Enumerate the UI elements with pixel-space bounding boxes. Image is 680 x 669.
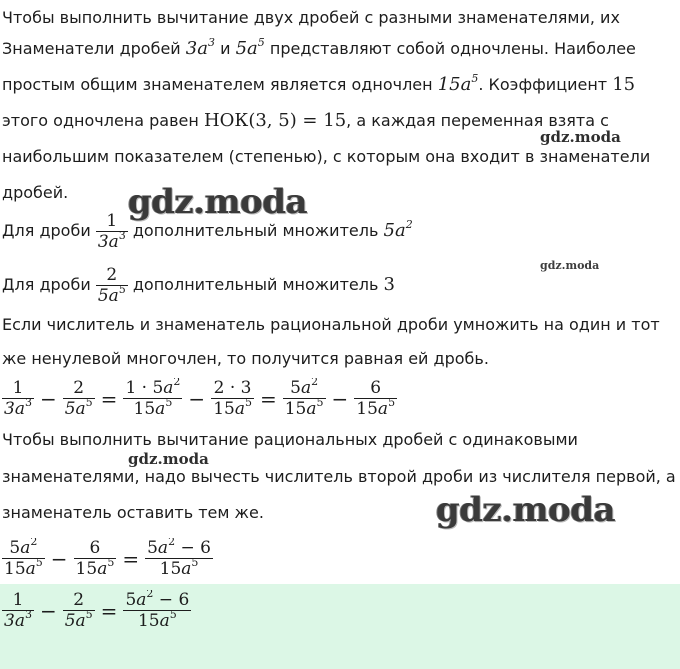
text-line: Чтобы выполнить вычитание рациональных дробей с одинаковыми [2,430,578,449]
equation-2: $\frac{5a^2}{15a^5}$ − $\frac{6}{15a^5}$ = $\frac{5a^2 - 6}{15a^5}$ [4,538,211,579]
watermark: gdz.moda [436,490,616,530]
watermark: gdz.moda [128,450,209,468]
text-line: знаменателями, надо вычесть числитель второй дроби из числителя первой, а [2,467,676,486]
text-line: Чтобы выполнить вычитание двух дробей с разными знаменателями, их [2,8,620,27]
fraction: $\frac{1}{3a^3}$ [97,211,126,252]
text-line: же ненулевой многочлен, то получится равная ей дробь. [2,349,489,368]
text-line: этого одночлена равен НОК(3, 5) = 15, а каждая переменная взята с [2,110,609,131]
text-line: дробей. [2,183,69,202]
text-line: Если числитель и знаменатель рациональной дроби умножить на один и тот [2,315,660,334]
equation-answer: $\frac{1}{3a^3}$ − $\frac{2}{5a^5}$ = $\frac{5a^2 - 6}{15a^5}$ [4,590,190,631]
text-line: Для дроби $\frac{2}{5a^5}$ дополнительный множитель 3 [2,265,395,306]
fraction: $\frac{2}{5a^5}$ [97,265,126,306]
equation-1: $\frac{1}{3a^3}$ − $\frac{2}{5a^5}$ = $\frac{1 \cdot 5a^2}{15a^5}$ − $\frac{2 \cdot 3}{15a^5}$ = $\frac{5a^2}{15a^5}$ − $\frac{6}{15a^5}$ [4,378,396,418]
watermark: gdz.moda [540,128,621,146]
text-line: знаменатель оставить тем же. [2,503,264,522]
text-line: Для дроби $\frac{1}{3a^3}$ дополнительный множитель $5a^2$ [2,211,413,252]
text-line: Знаменатели дробей $3a^3$ и $5a^5$ представляют собой одночлены. Наиболее [2,36,636,59]
watermark: gdz.moda [540,259,600,272]
text-line: наибольшим показателем (степенью), с которым она входит в знаменатели [2,147,651,166]
text-line: простым общим знаменателем является одночлен $15a^5$. Коэффициент 15 [2,72,636,95]
watermark: gdz.moda [128,182,308,222]
